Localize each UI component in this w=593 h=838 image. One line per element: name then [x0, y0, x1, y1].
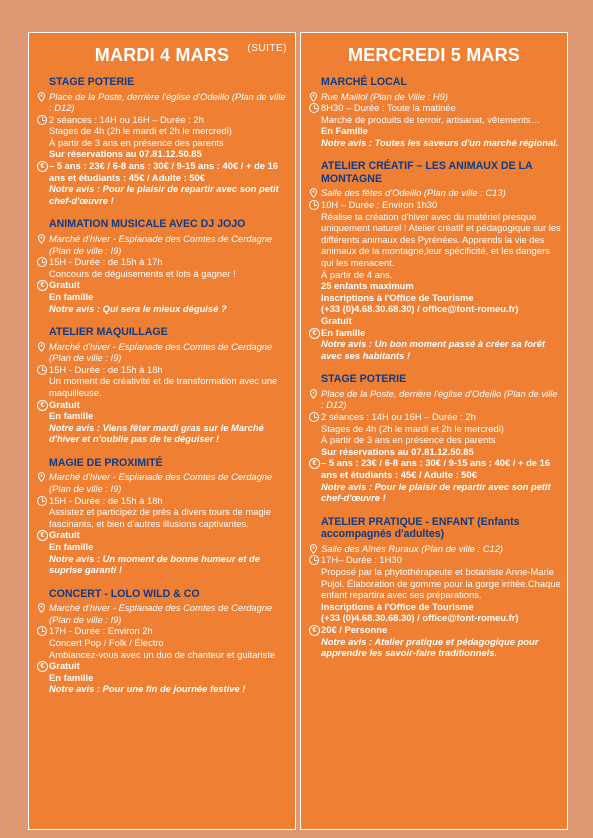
euro-icon: [37, 279, 49, 291]
event-info-bold: 25 enfants maximum: [321, 280, 414, 292]
clock-icon: [37, 114, 49, 125]
info-text: [49, 529, 289, 575]
info-text: [49, 233, 289, 256]
event-time-line: Concert Pop / Folk / Électro: [49, 637, 164, 649]
info-row: [37, 160, 289, 206]
info-row: [37, 399, 289, 445]
location-pin-icon: [37, 602, 49, 613]
event-title: ANIMATION MUSICALE AVEC DJ JOJO: [49, 218, 246, 231]
info-row: [37, 114, 289, 160]
euro-icon: [309, 624, 321, 636]
event-time-line: Réalise ta création d'hiver avec du matériel presque uniquement naturel ! Atelier créatif et pédagogique sur les différents animaux des Pyrénées. Apprends la vie des animaux de la montagne,leur spécificité, et les dangers qui les menacent.: [321, 210, 561, 269]
info-text: [321, 457, 561, 503]
euro-icon: [37, 160, 49, 172]
info-row: [37, 625, 289, 660]
clock-face: [309, 200, 319, 210]
event-time-line: Concours de déguisements et lots à gagner !: [49, 267, 236, 279]
info-row: [37, 279, 289, 314]
event-title: ATELIER MAQUILLAGE: [49, 326, 168, 339]
info-text: [49, 91, 289, 114]
event-time-line: À partir de 3 ans en présence des parents: [321, 434, 496, 446]
event-title: CONCERT - LOLO WILD & CO: [49, 587, 200, 600]
event-price-line: Gratuit: [49, 529, 80, 541]
event-time-line: Ambiancez-vous avec un duo de chanteur et guitariste: [49, 648, 276, 660]
euro-symbol: €: [309, 458, 320, 469]
euro-icon: [37, 660, 49, 672]
info-text: [49, 495, 289, 530]
event-time-line: 2 séances : 14H ou 16H – Durée : 2h: [49, 113, 204, 125]
event-location: Place de la Poste, derrière l'église d'Odeillo (Plan de ville : D12): [321, 387, 558, 411]
location-pin-icon: [309, 187, 321, 198]
location-pin-icon: [37, 341, 49, 352]
event-time-line: 15H - Durée : de 15h à 18h: [49, 363, 163, 375]
euro-symbol: €: [37, 530, 48, 541]
info-row: [309, 457, 561, 503]
event-price: – 5 ans : 23€ / 6-8 ans : 30€ / 9-15 ans : 40€ / + de 16 ans et étudiants : 45€ / Adulte : 50€: [49, 160, 279, 183]
clock-face: [37, 496, 47, 506]
event-title: MARCHÉ LOCAL: [321, 76, 407, 88]
info-row: [37, 233, 289, 256]
clock-icon: [309, 411, 321, 422]
suite-label: (SUITE): [247, 43, 287, 54]
clock-face: [37, 365, 47, 375]
event-time-line: Marché de produits de terroir, artisanat, vêtements…: [321, 113, 540, 125]
event-time-line: Stages de 4h (2h le mardi et 2h le mercredi): [49, 125, 232, 137]
event-time-line: Un moment de créativité et de transformation avec une maquilleuse.: [49, 375, 278, 398]
euro-icon: [37, 529, 49, 541]
day-title: MERCREDI 5 MARS: [347, 45, 520, 65]
info-row: [309, 102, 561, 148]
event-price: – 5 ans : 23€ / 6-8 ans : 30€ / 9-15 ans : 40€ / + de 16 ans et étudiants : 45€ / Adulte : 50€: [321, 457, 551, 481]
clock-face: [309, 555, 319, 565]
euro-icon: [309, 327, 321, 339]
event-block: [29, 326, 295, 445]
event-location: Salle des Aînés Ruraux (Plan de ville : C12): [321, 542, 504, 554]
event-avis: Notre avis : Un bon moment passé à créer sa forêt avec ses habitants !: [321, 338, 546, 361]
day-title: MARDI 4 MARS: [94, 45, 230, 65]
info-text: [321, 187, 561, 199]
euro-symbol: €: [37, 161, 48, 172]
event-info-bold: Inscriptions à l'Office de Tourisme: [321, 291, 474, 303]
info-text: [321, 624, 561, 659]
info-text: [49, 256, 289, 279]
info-text: [49, 279, 289, 314]
event-price-line: Gratuit: [49, 279, 80, 291]
euro-symbol: €: [37, 400, 48, 411]
column-mercredi: [300, 32, 568, 830]
info-row: [309, 91, 561, 103]
event-price-line: En famille: [321, 326, 366, 338]
event-block: [301, 160, 567, 361]
info-text: [321, 91, 561, 103]
info-row: [309, 411, 561, 457]
info-text: [49, 399, 289, 445]
event-block: [301, 76, 567, 148]
clock-face: [37, 257, 47, 267]
clock-icon: [309, 554, 321, 565]
event-title: MAGIE DE PROXIMITÉ: [49, 456, 163, 469]
event-price-line: En famille: [49, 671, 94, 683]
event-avis: Notre avis : Pour une fin de journée festive !: [49, 683, 246, 695]
event-location: Salle des fêtes d'Odeillo (Plan de ville : C13): [321, 187, 506, 199]
event-title: ATELIER CRÉATIF – LES ANIMAUX DE LA MONTAGNE: [321, 160, 533, 185]
euro-icon: [37, 399, 49, 411]
event-block: [29, 76, 295, 206]
event-title: ATELIER PRATIQUE - ENFANT (Enfants accompagnés d'adultes): [321, 515, 520, 541]
info-row: [37, 91, 289, 114]
day-header: [29, 45, 295, 66]
clock-icon: [37, 625, 49, 636]
clock-icon: [37, 256, 49, 267]
clock-face: [37, 115, 47, 125]
info-text: [49, 114, 289, 160]
event-time-line: À partir de 3 ans en présence des parents: [49, 136, 224, 148]
event-time-line: Proposé par la phytothérapeute et botaniste Anne-Marie Pujol. Élaboration de gomme pour la gorge irritée.Chaque enfant repartira avec ses préparations.: [321, 566, 561, 601]
event-reservation: Sur réservations au 07.81.12.50.85: [49, 148, 202, 160]
event-avis: Notre avis : Toutes les saveurs d'un marché régional.: [321, 136, 559, 148]
info-text: [321, 554, 561, 624]
info-row: [37, 495, 289, 530]
event-info-bold: Inscriptions à l'Office de Tourisme: [321, 600, 474, 612]
event-location: Marché d'hiver - Esplanade des Comtes de Cerdagne (Plan de ville : I9): [49, 232, 273, 256]
event-price-line: Gratuit: [49, 660, 80, 672]
event-time-line: 8H30 – Durée : Toute la matinée: [321, 102, 456, 114]
event-info-bold: Gratuit: [321, 315, 352, 326]
euro-symbol: €: [37, 280, 48, 291]
info-row: [309, 327, 561, 362]
clock-icon: [37, 364, 49, 375]
event-block: [29, 457, 295, 576]
event-location: Marché d'hiver - Esplanade des Comtes de Cerdagne (Plan de ville : I9): [49, 340, 273, 364]
event-info-bold: (+33 (0)4.68.30.68.30) / office@font-romeu.fr): [321, 612, 519, 624]
event-block: [301, 373, 567, 503]
info-text: [49, 471, 289, 494]
info-text: [321, 199, 561, 327]
info-row: [309, 388, 561, 411]
event-avis: Notre avis : Qui sera le mieux déguisé ?: [49, 302, 227, 314]
event-price-line: Gratuit: [49, 398, 80, 410]
event-time-line: Stages de 4h (2h le mardi et 2h le mercredi): [321, 422, 504, 434]
clock-icon: [309, 199, 321, 210]
info-text: [49, 625, 289, 660]
info-text: [321, 543, 561, 555]
location-pin-icon: [37, 91, 49, 102]
info-row: [309, 543, 561, 555]
info-text: [321, 102, 561, 148]
event-time-line: 15H - Durée : de 15h à 17h: [49, 256, 163, 268]
event-location: Place de la Poste, derrière l'église d'Odeillo (Plan de ville : D12): [49, 90, 286, 114]
info-text: [321, 388, 561, 411]
day-header: [301, 45, 567, 66]
info-row: [37, 529, 289, 575]
location-pin-icon: [309, 543, 321, 554]
event-time-line: 15H - Durée : de 15h à 18h: [49, 494, 163, 506]
event-title: STAGE POTERIE: [49, 76, 135, 88]
clock-icon: [37, 495, 49, 506]
info-text: [49, 341, 289, 364]
info-text: [49, 660, 289, 695]
event-avis: Notre avis : Viens fêter mardi gras sur le Marché d'hiver et n'oublie pas de te déguiser !: [49, 421, 264, 445]
info-text: [49, 364, 289, 399]
euro-icon: [309, 457, 321, 469]
event-info-bold: (+33 (0)4.68.30.68.30) / office@font-romeu.fr): [321, 303, 519, 315]
info-row: [37, 341, 289, 364]
info-row: [37, 602, 289, 625]
event-price-line: En famille: [49, 410, 94, 422]
info-row: [37, 364, 289, 399]
info-row: [309, 187, 561, 199]
event-time-line: 10H – Durée : Environ 1h30: [321, 199, 438, 211]
event-location: Marché d'hiver - Esplanade des Comtes de Cerdagne (Plan de ville : I9): [49, 602, 273, 625]
event-location: Rue Maillol (Plan de Ville : H9): [321, 90, 448, 102]
event-time-line: 17H - Durée : Environ 2h: [49, 625, 153, 637]
location-pin-icon: [309, 91, 321, 102]
location-pin-icon: [37, 471, 49, 482]
event-title: STAGE POTERIE: [321, 373, 407, 386]
event-price-line: En famille: [49, 290, 94, 302]
clock-face: [309, 412, 319, 422]
event-price-line: 20€ / Personne: [321, 623, 388, 635]
info-text: [49, 602, 289, 625]
location-pin-icon: [309, 388, 321, 399]
event-avis: Notre avis : Atelier pratique et pédagogique pour apprendre les savoir-faire traditionnels.: [321, 635, 539, 659]
event-block: [29, 218, 295, 314]
event-time-line: 2 séances : 14H ou 16H – Durée : 2h: [321, 411, 476, 423]
info-row: [309, 554, 561, 624]
event-avis: Notre avis : Pour le plaisir de repartir avec son petit chef-d'œuvre !: [49, 183, 279, 206]
event-block: [29, 588, 295, 695]
info-row: [37, 471, 289, 494]
euro-symbol: €: [309, 625, 320, 636]
column-mardi: [28, 32, 296, 830]
event-avis: Notre avis : Un moment de bonne humeur et de suprise garanti !: [49, 552, 260, 576]
event-price-line: En famille: [49, 541, 94, 552]
location-pin-icon: [37, 233, 49, 244]
info-row: [309, 624, 561, 659]
info-text: [321, 327, 561, 362]
info-row: [37, 256, 289, 279]
event-time-line: Assistez et participez de près à divers tours de magie fascinants, et bien d'autres illusions captivantes.: [49, 506, 271, 529]
event-block: [301, 516, 567, 659]
event-location: Marché d'hiver - Esplanade des Comtes de Cerdagne (Plan de ville : I9): [49, 471, 273, 495]
event-time-line: 17H– Durée : 1H30: [321, 554, 402, 566]
euro-symbol: €: [37, 661, 48, 672]
info-row: [37, 660, 289, 695]
info-text: [49, 160, 289, 206]
clock-face: [37, 626, 47, 636]
event-time-line: À partir de 4 ans.: [321, 268, 393, 280]
info-text: [321, 411, 561, 457]
event-avis: Notre avis : Pour le plaisir de repartir avec son petit chef-d'œuvre !: [321, 480, 551, 504]
clock-icon: [309, 102, 321, 113]
event-famille: En Famille: [321, 125, 368, 137]
clock-face: [309, 103, 319, 113]
euro-symbol: €: [309, 328, 320, 339]
info-row: [309, 199, 561, 327]
event-reservation: Sur réservations au 07.81.12.50.85: [321, 445, 474, 457]
